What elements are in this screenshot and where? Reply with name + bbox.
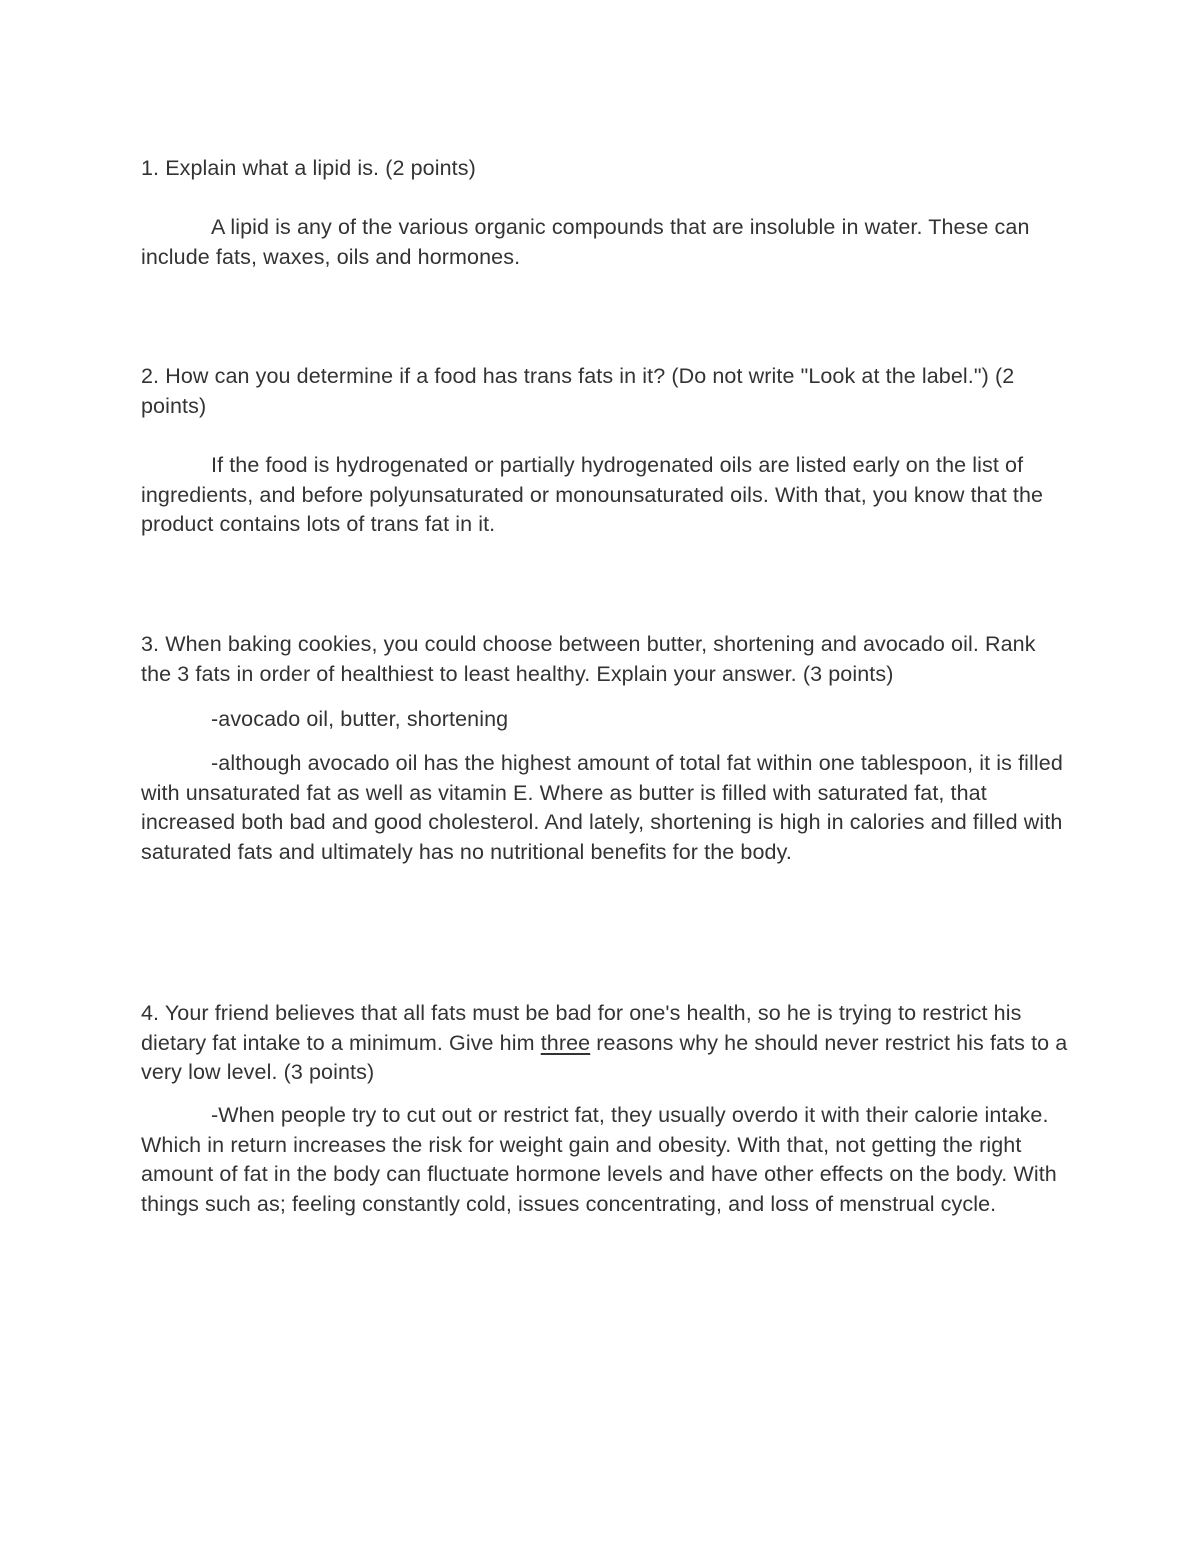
question-2: 2. How can you determine if a food has trans fats in it? (Do not write "Look at the label.") (2 points) xyxy=(141,364,1015,418)
question-4-text-after: reasons why he should never restrict his fats to a very low level. (3 points) xyxy=(141,1030,1068,1084)
question-4-text-before: 4. Your friend believes that all fats must be bad for one's health, so he is trying to restrict his dietary fat intake to a minimum. Give him xyxy=(141,1001,1022,1055)
question-1: 1. Explain what a lipid is. (2 points) xyxy=(141,156,476,180)
answer-1: A lipid is any of the various organic compounds that are insoluble in water. These can include fats, waxes, oils and hormones. xyxy=(141,215,1030,269)
answer-2: If the food is hydrogenated or partially hydrogenated oils are listed early on the list of ingredients, and before polyunsaturated or monounsaturated oils. With that, you know that the product contains lots of trans fat in it. xyxy=(141,453,1044,536)
question-4-emphasis: three xyxy=(540,1030,591,1055)
answer-4: -When people try to cut out or restrict fat, they usually overdo it with their calorie intake. Which in return increases the risk for weight gain and obesity. With that, not getting the right amount of fat in the body can fluctuate hormone levels and have other effects on the body. With things such as; feeling constantly cold, issues concentrating, and loss of menstrual cycle. xyxy=(141,1103,1057,1216)
question-4 xyxy=(141,999,1071,1088)
answer-3-rank: -avocado oil, butter, shortening xyxy=(211,707,509,731)
question-3: 3. When baking cookies, you could choose between butter, shortening and avocado oil. Rank the 3 fats in order of healthiest to least healthy. Explain your answer. (3 points) xyxy=(141,632,1036,686)
answer-3-explanation: -although avocado oil has the highest amount of total fat within one tablespoon, it is filled with unsaturated fat as well as vitamin E. Where as butter is filled with saturated fat, that increased both bad and good cholesterol. And lately, shortening is high in calories and filled with saturated fats and ultimately has no nutritional benefits for the body. xyxy=(141,751,1063,864)
